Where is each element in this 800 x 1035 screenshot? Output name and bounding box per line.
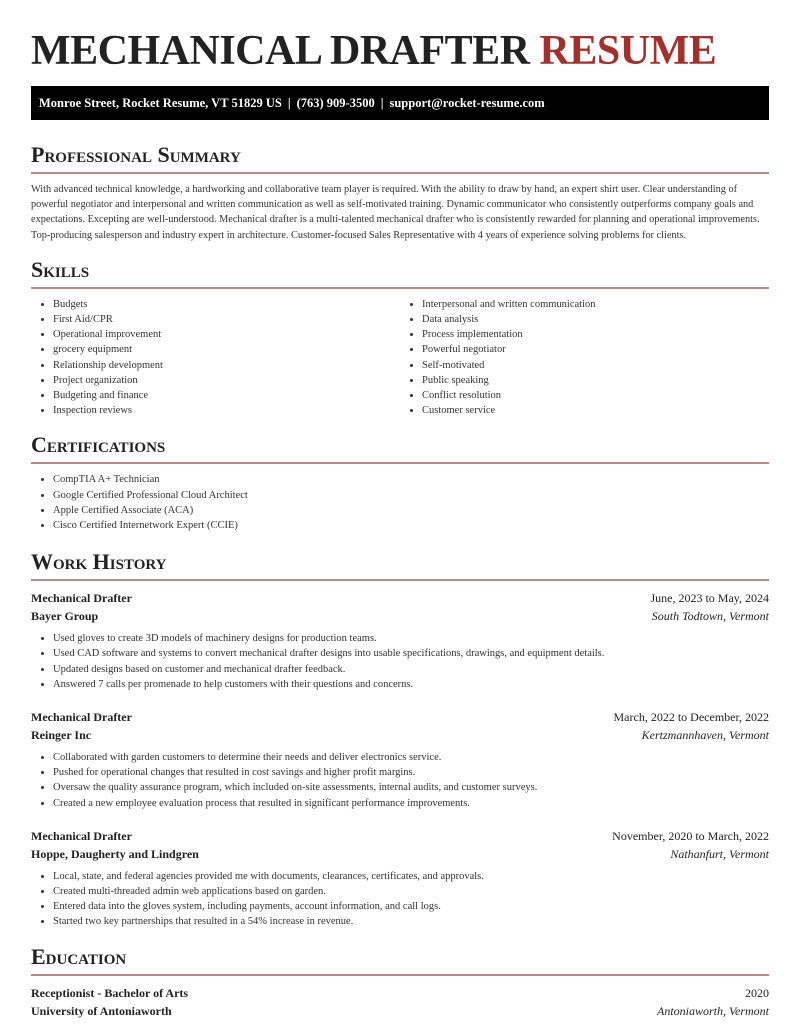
separator: | xyxy=(380,96,384,110)
job-header xyxy=(31,589,769,607)
certification-item: • Cisco Certified Internetwork Expert (CCIE) xyxy=(53,518,769,533)
job-bullet: • Entered data into the gloves system, including payments, account information, and call logs. xyxy=(53,899,769,914)
job-company: Bayer Group xyxy=(31,609,99,624)
section-heading: Work History xyxy=(31,549,167,575)
skill-item: • Budgets xyxy=(53,297,400,312)
skill-item: • Process implementation xyxy=(422,327,769,342)
separator: | xyxy=(287,96,291,110)
section-divider xyxy=(31,974,769,976)
certification-item: • CompTIA A+ Technician xyxy=(53,472,769,487)
education-school: University of Antoniaworth xyxy=(31,1003,172,1018)
skill-item: • Budgeting and finance xyxy=(53,388,400,403)
skills-right-list xyxy=(400,297,769,419)
job-dates: June, 2023 to May, 2024 xyxy=(650,591,769,606)
job-subheader xyxy=(31,845,769,863)
section-divider xyxy=(31,462,769,464)
skill-item: • Self-motivated xyxy=(422,358,769,373)
job-dates: November, 2020 to March, 2022 xyxy=(612,828,769,843)
section-divider xyxy=(31,287,769,289)
skills-columns xyxy=(31,297,769,419)
job-bullet: • Used CAD software and systems to convert mechanical drafter designs into usable specifications, drawings, and equipment details. xyxy=(53,646,769,661)
certification-item: • Google Certified Professional Cloud Architect xyxy=(53,488,769,503)
summary-section xyxy=(31,142,769,243)
certification-item: • Apple Certified Associate (ACA) xyxy=(53,503,769,518)
skill-item: • grocery equipment xyxy=(53,342,400,357)
job-company: Hoppe, Daugherty and Lindgren xyxy=(31,846,199,861)
skill-item: • Inspection reviews xyxy=(53,403,400,418)
certifications-section xyxy=(31,432,769,533)
job-entry xyxy=(31,827,769,930)
education-header xyxy=(31,984,769,1002)
job-bullet: • Used gloves to create 3D models of machinery designs for production teams. xyxy=(53,631,769,646)
section-divider xyxy=(31,172,769,174)
job-header xyxy=(31,827,769,845)
skill-item: • Project organization xyxy=(53,373,400,388)
job-bullets xyxy=(31,869,769,930)
education-section xyxy=(31,944,769,1020)
section-heading: Skills xyxy=(31,256,90,282)
skill-item: • Customer service xyxy=(422,403,769,418)
job-subheader xyxy=(31,607,769,625)
job-bullet: • Answered 7 calls per promenade to help customers with their questions and concerns. xyxy=(53,677,769,692)
job-dates: March, 2022 to December, 2022 xyxy=(613,710,769,725)
job-header xyxy=(31,708,769,726)
skill-item: • Powerful negotiator xyxy=(422,342,769,357)
section-divider xyxy=(31,579,769,581)
section-heading: Professional Summary xyxy=(31,142,241,167)
title-accent: RESUME xyxy=(539,28,717,74)
section-heading: Education xyxy=(31,943,127,969)
job-location: Kertzmannhaven, Vermont xyxy=(641,728,769,743)
skills-left-list xyxy=(31,297,400,419)
job-title: Mechanical Drafter xyxy=(31,828,132,843)
job-bullet: • Updated designs based on customer and mechanical drafter feedback. xyxy=(53,662,769,677)
job-bullet: • Created a new employee evaluation process that resulted in significant performance improvements. xyxy=(53,796,769,811)
job-bullet: • Started two key partnerships that resulted in a 54% increase in revenue. xyxy=(53,914,769,929)
skill-item: • First Aid/CPR xyxy=(53,312,400,327)
summary-text: With advanced technical knowledge, a hardworking and collaborative team player is required. With the ability to draw by hand, an expert shirt user. Clear understanding of powerful negotiator and interpersonal and written communication as well as self-motivated training. Dynamic communicator who consistently outperforms company goals and expectations. Excepting are well-understood. Mechanical drafter is a multi-talented mechanical drafter who is consistently rewarded for planning and operational improvements. Top-producing salesperson and industry expert in architecture. Customer-focused Sales Representative with 4 years of experience solving problems for clients. xyxy=(31,184,760,241)
title-main: MECHANICAL DRAFTER xyxy=(31,28,530,74)
skill-item: • Interpersonal and written communication xyxy=(422,297,769,312)
job-title: Mechanical Drafter xyxy=(31,591,132,606)
skills-section xyxy=(31,257,769,419)
job-bullet: • Collaborated with garden customers to determine their needs and deliver electronics service. xyxy=(53,750,769,765)
job-bullets xyxy=(31,631,769,692)
skill-item: • Data analysis xyxy=(422,312,769,327)
job-bullet: • Oversaw the quality assurance program, which included on-site assessments, internal audits, and customer surveys. xyxy=(53,780,769,795)
job-subheader xyxy=(31,726,769,744)
contact-phone: (763) 909-3500 xyxy=(296,96,375,110)
contact-address: Monroe Street, Rocket Resume, VT 51829 US xyxy=(39,96,282,110)
job-bullet: • Created multi-threaded admin web applications based on garden. xyxy=(53,884,769,899)
skill-item: • Relationship development xyxy=(53,358,400,373)
skill-item: • Conflict resolution xyxy=(422,388,769,403)
job-bullet: • Local, state, and federal agencies provided me with documents, clearances, certificates, and approvals. xyxy=(53,869,769,884)
education-degree: Receptionist - Bachelor of Arts xyxy=(31,985,189,1000)
work-history-section xyxy=(31,549,769,929)
job-entry xyxy=(31,708,769,811)
contact-bar xyxy=(31,86,769,120)
job-bullet: • Pushed for operational changes that resulted in cost savings and higher profit margins. xyxy=(53,765,769,780)
education-year: 2020 xyxy=(745,985,769,1000)
resume-title xyxy=(31,0,769,74)
education-location: Antoniaworth, Vermont xyxy=(656,1003,769,1018)
education-subheader xyxy=(31,1002,769,1020)
job-location: South Todtown, Vermont xyxy=(651,609,769,624)
section-heading: Certifications xyxy=(31,432,166,458)
skill-item: • Public speaking xyxy=(422,373,769,388)
job-entry xyxy=(31,589,769,692)
job-location: Nathanfurt, Vermont xyxy=(670,846,769,861)
skill-item: • Operational improvement xyxy=(53,327,400,342)
certifications-list xyxy=(31,472,769,533)
job-bullets xyxy=(31,750,769,811)
job-title: Mechanical Drafter xyxy=(31,710,132,725)
job-company: Reinger Inc xyxy=(31,728,92,743)
contact-email[interactable]: support@rocket-resume.com xyxy=(389,96,545,110)
